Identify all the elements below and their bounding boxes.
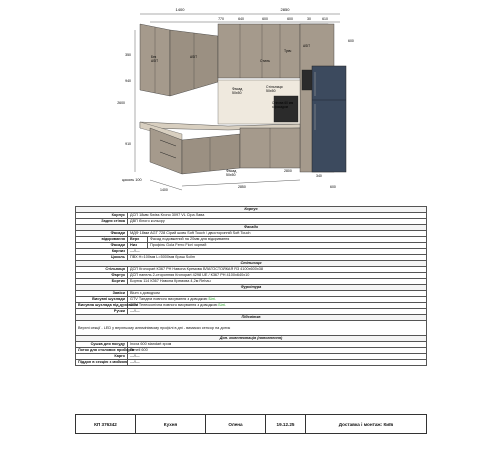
- row-value: Бортик 114 К367 Навона Кремова 4,2м Rehau: [128, 279, 427, 285]
- label-fridge-2: Туяч: [284, 49, 292, 53]
- row-value: ПВХ Н=100мм L=5000мм браш Scilm: [128, 255, 427, 261]
- row-label: Висувна шухляда під духовкою: [76, 303, 128, 309]
- label-340: 340: [316, 174, 322, 178]
- row-value: МДФ 18мм AGT 728 Сірий шовк Soft Touch \ двосторонній Soft Touch: [128, 231, 427, 237]
- spec-table: [75, 206, 427, 366]
- label-facade-bottom: Фасад: [226, 169, 237, 173]
- order-date: 19.12.25: [266, 415, 306, 434]
- row-label: відкривання: [76, 237, 128, 243]
- dim-right: 600: [348, 39, 354, 43]
- row-label: Лоток для столових приборів: [76, 348, 128, 354]
- oven: [274, 96, 298, 122]
- row-label: Фасади: [76, 243, 128, 249]
- dim-upper-4: 600: [287, 17, 293, 21]
- label-plinth: цоколь 100: [122, 178, 142, 182]
- section-countertop: Стільниця: [76, 261, 427, 267]
- dim-upper-1: 770: [218, 17, 224, 21]
- lower-cabinets-corner: [182, 134, 240, 174]
- row-label: Ручки: [76, 309, 128, 315]
- row-value: Inoxa 600 standart хром: [128, 342, 427, 348]
- row-label: Завіси: [76, 291, 128, 297]
- row-value: Eimell 600: [128, 348, 427, 354]
- order-number: КП 376342: [76, 415, 136, 434]
- dim-bottom-3: 600: [330, 185, 336, 189]
- fridge: [312, 66, 346, 172]
- row-label: Висувні шухляди: [76, 297, 128, 303]
- label-facade-dim: 50x50: [232, 91, 242, 95]
- row-value: —//—: [128, 360, 427, 366]
- row-value: —//—: [128, 309, 427, 315]
- row-label: Корпус: [76, 213, 128, 219]
- row-value: ДСП Кronopart К367 РН Навона Кремова ВЛАГОСТОЙКАЯ R3 4100х600х38: [128, 267, 427, 273]
- dim-top-right: 2850: [280, 7, 290, 12]
- kitchen-drawing: [0, 0, 500, 198]
- footer-table: [75, 414, 427, 434]
- row-value: Профіль Gola Ferro Fiori чорний: [148, 243, 427, 249]
- row-label: Цоколь: [76, 255, 128, 261]
- row-label: Задня стінка: [76, 219, 128, 225]
- row-label: Карниз: [76, 249, 128, 255]
- label-facade-bottom-dim: 50x50: [226, 173, 236, 177]
- row-value: GTV Телескопічна повного висування з доводкою: [130, 303, 219, 307]
- dim-left-2: 940: [125, 79, 131, 83]
- dim-left-1: 350: [125, 53, 131, 57]
- row-value: Blum з доводчом: [128, 291, 427, 297]
- row-value: —//—: [128, 354, 427, 360]
- row-value: ДСП 18мм Swiss Krono 3097 VL Сіра Лава: [128, 213, 427, 219]
- section-body: Корпус: [76, 207, 427, 213]
- label-side: Стінова 60 мм: [272, 101, 294, 105]
- order-type: Кухня: [136, 415, 206, 434]
- row-label: Карго: [76, 354, 128, 360]
- row-value: ДСП панель 2-сторонняя Кronopart 4298 UE / К367 РН 4100х640х10: [128, 273, 427, 279]
- dim-bottom-2: 2850: [238, 185, 246, 189]
- row-value: GTV Тандем повного висування з доводкою: [130, 297, 209, 301]
- row-value-accent: Білі.: [208, 297, 216, 301]
- section-extras: Доп. комплектація (наповнення): [76, 336, 427, 342]
- dim-upper-6: 610: [322, 17, 328, 21]
- section-facades: Фасади: [76, 225, 427, 231]
- section-lighting: Підсвітка: [76, 315, 427, 321]
- label-facade: Фасад: [232, 87, 243, 91]
- client-name: Олена: [206, 415, 266, 434]
- section-hardware: Фурнітура: [76, 285, 427, 291]
- dim-left-3: 2600: [117, 101, 125, 105]
- row-label: Фартук: [76, 273, 128, 279]
- dim-left-4: 910: [125, 142, 131, 146]
- label-open-1: Без: [151, 55, 157, 59]
- dim-top-left: 1400: [175, 7, 185, 12]
- delivery-info: Доставка і монтаж: Київ: [306, 415, 427, 434]
- row-sub: Верх: [128, 237, 148, 243]
- dim-upper-5: 30: [307, 17, 311, 21]
- row-value: —//—: [128, 249, 427, 255]
- row-label: Сушка для посуду: [76, 342, 128, 348]
- label-open-4: ASIT: [303, 44, 311, 48]
- row-value: ДВП білого кольору: [128, 219, 427, 225]
- label-panel: Стільниця: [266, 85, 283, 89]
- label-side-2: з фасадом: [272, 105, 288, 109]
- label-2800: 2800: [284, 169, 292, 173]
- row-label: Піддон в секцію з мийкою: [76, 360, 128, 366]
- row-value: Фасад подовжений на 20мм для відкривання: [148, 237, 427, 243]
- lighting-note: Верхні секції - LED у верхньому алюмінієвому профілі в дні - вимикач сенсор на дотик: [76, 321, 427, 336]
- label-fridge-1: Стиль: [260, 59, 270, 63]
- row-label: Стільниця: [76, 267, 128, 273]
- row-label: Бортик: [76, 279, 128, 285]
- dim-upper-3: 600: [262, 17, 268, 21]
- row-sub: Низ: [128, 243, 148, 249]
- dim-bottom-1: 1400: [160, 188, 168, 192]
- row-label: Фасади: [76, 231, 128, 237]
- label-panel-dim: 50x50: [266, 89, 276, 93]
- label-open-3: ASIT: [190, 55, 198, 59]
- row-value-accent: Білі.: [218, 303, 226, 307]
- dim-upper-2: 640: [238, 17, 244, 21]
- label-open-2: ASIT: [151, 59, 159, 63]
